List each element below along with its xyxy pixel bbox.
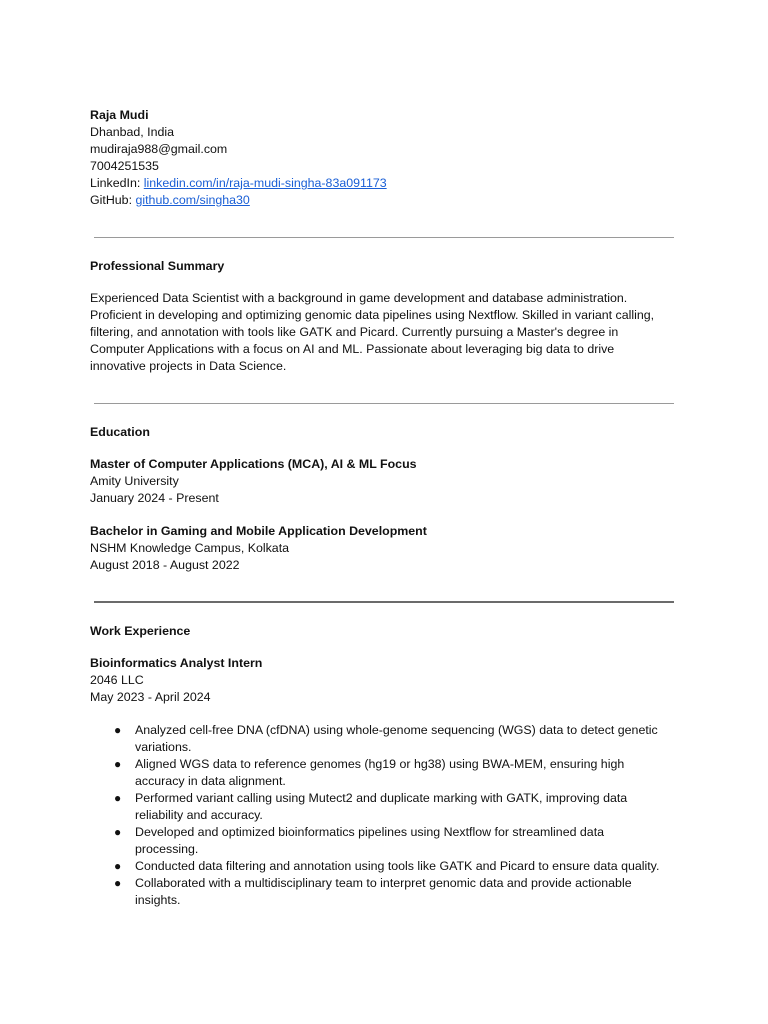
- section-divider: [94, 403, 674, 404]
- education-section: [90, 424, 680, 441]
- bullet-list: [90, 722, 680, 909]
- github-link[interactable]: github.com/singha30: [135, 193, 250, 207]
- bullet-line: Developed and optimized bioinformatics pipelines using Nextflow for streamlined data: [135, 825, 605, 839]
- github-row: [90, 192, 680, 209]
- list-item: [90, 756, 680, 790]
- bullet-line: accuracy in data alignment.: [135, 774, 286, 788]
- section-divider: [94, 601, 674, 603]
- job-entry: [90, 655, 680, 706]
- email: mudiraja988@gmail.com: [90, 142, 228, 156]
- bullet-icon: ●: [114, 757, 122, 771]
- bullet-icon: ●: [114, 791, 122, 805]
- job-title: Bioinformatics Analyst Intern: [90, 656, 263, 670]
- bullet-line: Aligned WGS data to reference genomes (hg19 or hg38) using BWA-MEM, ensuring high: [135, 757, 625, 771]
- bullet-line: Analyzed cell-free DNA (cfDNA) using whole-genome sequencing (WGS) data to detect genetic: [135, 723, 658, 737]
- linkedin-link[interactable]: linkedin.com/in/raja-mudi-singha-83a091173: [143, 176, 387, 190]
- summary-heading: Professional Summary: [90, 259, 225, 273]
- bullet-line: Collaborated with a multidisciplinary team to interpret genomic data and provide actionable: [135, 876, 632, 890]
- school-name: Amity University: [90, 474, 179, 488]
- summary-line: innovative projects in Data Science.: [90, 359, 287, 373]
- education-dates: August 2018 - August 2022: [90, 558, 240, 572]
- experience-section: [90, 623, 680, 640]
- school-name: NSHM Knowledge Campus, Kolkata: [90, 541, 290, 555]
- job-dates: May 2023 - April 2024: [90, 690, 211, 704]
- bullet-line: processing.: [135, 842, 199, 856]
- education-heading: Education: [90, 425, 150, 439]
- section-divider: [94, 237, 674, 238]
- bullet-line: variations.: [135, 740, 192, 754]
- experience-heading: Work Experience: [90, 624, 191, 638]
- summary-section: [90, 258, 680, 275]
- bullet-line: Conducted data filtering and annotation using tools like GATK and Picard to ensure data quality.: [135, 859, 660, 873]
- company-name: 2046 LLC: [90, 673, 144, 687]
- list-item: [90, 722, 680, 756]
- contact-block: [90, 107, 680, 209]
- list-item: [90, 858, 680, 875]
- degree-title: Bachelor in Gaming and Mobile Application Development: [90, 524, 427, 538]
- bullet-icon: ●: [114, 876, 122, 890]
- education-entry: [90, 523, 680, 574]
- summary-line: Computer Applications with a focus on AI and ML. Passionate about leveraging big data to drive: [90, 342, 615, 356]
- education-entry: [90, 456, 680, 507]
- phone: 7004251535: [90, 159, 159, 173]
- bullet-line: Performed variant calling using Mutect2 and duplicate marking with GATK, improving data: [135, 791, 628, 805]
- linkedin-row: [90, 175, 680, 192]
- job-bullets: [90, 722, 680, 909]
- degree-title: Master of Computer Applications (MCA), AI & ML Focus: [90, 457, 417, 471]
- bullet-line: reliability and accuracy.: [135, 808, 263, 822]
- summary-line: Proficient in developing and optimizing genomic data pipelines using Nextflow. Skilled in variant calling,: [90, 308, 655, 322]
- bullet-icon: ●: [114, 859, 122, 873]
- candidate-name: Raja Mudi: [90, 108, 149, 122]
- location: Dhanbad, India: [90, 125, 175, 139]
- list-item: [90, 824, 680, 858]
- summary-line: filtering, and annotation with tools like GATK and Picard. Currently pursuing a Master's degree in: [90, 325, 619, 339]
- summary-text: [90, 290, 675, 375]
- education-dates: January 2024 - Present: [90, 491, 219, 505]
- linkedin-label: LinkedIn:: [90, 176, 141, 190]
- list-item: [90, 790, 680, 824]
- bullet-icon: ●: [114, 825, 122, 839]
- bullet-line: insights.: [135, 893, 181, 907]
- summary-line: Experienced Data Scientist with a background in game development and database administration.: [90, 291, 628, 305]
- bullet-icon: ●: [114, 723, 122, 737]
- list-item: [90, 875, 680, 909]
- github-label: GitHub:: [90, 193, 133, 207]
